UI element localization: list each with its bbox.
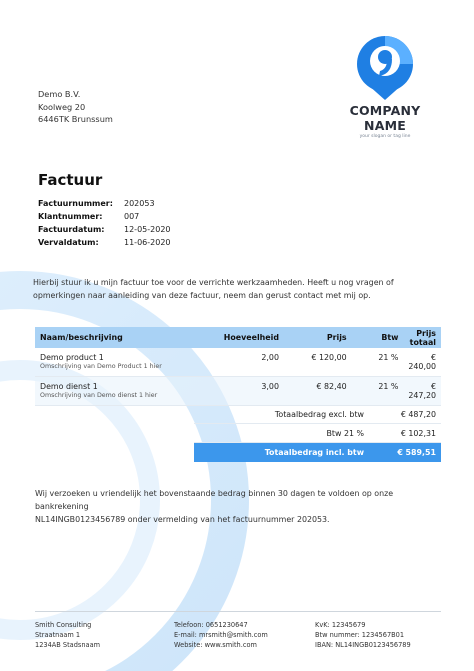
item-description-cell bbox=[35, 377, 194, 406]
meta-label: Klantnummer: bbox=[38, 212, 103, 221]
meta-row bbox=[38, 210, 171, 223]
table-row bbox=[35, 348, 441, 377]
footer-line: IBAN: NL14INGB0123456789 bbox=[315, 641, 411, 649]
item-description: Omschrijving van Demo dienst 1 hier bbox=[40, 392, 158, 399]
company-slogan: your slogan or tag line bbox=[359, 134, 411, 139]
payment-instructions bbox=[35, 487, 445, 526]
item-description: Omschrijving van Demo Product 1 hier bbox=[40, 363, 162, 370]
item-price: € 120,00 bbox=[284, 348, 352, 377]
totals-table bbox=[194, 405, 441, 462]
meta-label: Vervaldatum: bbox=[38, 238, 99, 247]
footer-line: E-mail: mrsmith@smith.com bbox=[174, 631, 268, 639]
item-total: € 240,00 bbox=[403, 348, 441, 377]
footer-company-column bbox=[35, 620, 100, 650]
column-header-price: Prijs bbox=[284, 327, 352, 348]
column-header-vat: Btw bbox=[352, 327, 404, 348]
footer-line: Straatnaam 1 bbox=[35, 631, 81, 639]
subtotal-label: Totaalbedrag excl. btw bbox=[194, 405, 369, 424]
footer-line: 1234AB Stadsnaam bbox=[35, 641, 101, 649]
location-pin-icon bbox=[353, 34, 417, 100]
subtotal-row bbox=[194, 405, 441, 424]
company-logo bbox=[330, 34, 440, 139]
meta-row bbox=[38, 236, 171, 249]
footer-registration-column bbox=[315, 620, 411, 650]
payment-line: Wij verzoeken u vriendelijk het bovenstaande bedrag binnen 30 dagen te voldoen op onze bankrekening bbox=[35, 489, 394, 511]
subtotal-value: € 487,20 bbox=[369, 405, 441, 424]
item-description-cell bbox=[35, 348, 194, 377]
item-quantity: 3,00 bbox=[194, 377, 284, 406]
column-header-quantity: Hoeveelheid bbox=[194, 327, 284, 348]
meta-value: 202053 bbox=[124, 199, 155, 208]
item-price: € 82,40 bbox=[284, 377, 352, 406]
grand-total-row bbox=[194, 443, 441, 463]
line-items-table bbox=[35, 327, 441, 406]
meta-value: 12-05-2020 bbox=[124, 225, 171, 234]
footer bbox=[35, 611, 441, 649]
item-vat: 21 % bbox=[352, 377, 404, 406]
meta-value: 007 bbox=[124, 212, 140, 221]
payment-line: NL14INGB0123456789 onder vermelding van het factuurnummer 202053. bbox=[35, 515, 330, 524]
item-total: € 247,20 bbox=[403, 377, 441, 406]
column-header-description: Naam/beschrijving bbox=[35, 327, 194, 348]
item-vat: 21 % bbox=[352, 348, 404, 377]
meta-row bbox=[38, 197, 171, 210]
item-quantity: 2,00 bbox=[194, 348, 284, 377]
footer-line: KvK: 12345679 bbox=[315, 621, 366, 629]
footer-contact-column bbox=[174, 620, 268, 650]
sender-line: 6446TK Brunssum bbox=[38, 114, 113, 124]
grand-total-value: € 589,51 bbox=[369, 443, 441, 463]
invoice-meta bbox=[38, 197, 171, 249]
vat-value: € 102,31 bbox=[369, 424, 441, 443]
item-name: Demo product 1 bbox=[40, 353, 104, 362]
page-title: Factuur bbox=[38, 171, 103, 189]
meta-label: Factuurdatum: bbox=[38, 225, 105, 234]
vat-label: Btw 21 % bbox=[194, 424, 369, 443]
item-name: Demo dienst 1 bbox=[40, 382, 98, 391]
meta-label: Factuurnummer: bbox=[38, 199, 113, 208]
meta-row bbox=[38, 223, 171, 236]
column-header-total: Prijs totaal bbox=[403, 327, 441, 348]
footer-line: Smith Consulting bbox=[35, 621, 92, 629]
sender-line: Koolweg 20 bbox=[38, 101, 86, 112]
footer-line: Website: www.smith.com bbox=[174, 641, 257, 649]
grand-total-label: Totaalbedrag incl. btw bbox=[194, 443, 369, 463]
footer-line: Btw nummer: 1234567B01 bbox=[315, 631, 405, 639]
footer-line: Telefoon: 0651230647 bbox=[174, 621, 248, 629]
company-name: COMPANY NAME bbox=[349, 103, 421, 133]
intro-text: Hierbij stuur ik u mijn factuur toe voor de verrichte werkzaamheden. Heeft u nog vragen of opmerkingen naar aanleiding van deze factuur, neem dan gerust contact met mij op. bbox=[33, 278, 394, 300]
sender-line: Demo B.V. bbox=[38, 89, 81, 99]
meta-value: 11-06-2020 bbox=[124, 238, 171, 247]
table-row bbox=[35, 377, 441, 406]
table-header-row bbox=[35, 327, 441, 348]
vat-row bbox=[194, 424, 441, 443]
sender-address bbox=[38, 88, 113, 126]
